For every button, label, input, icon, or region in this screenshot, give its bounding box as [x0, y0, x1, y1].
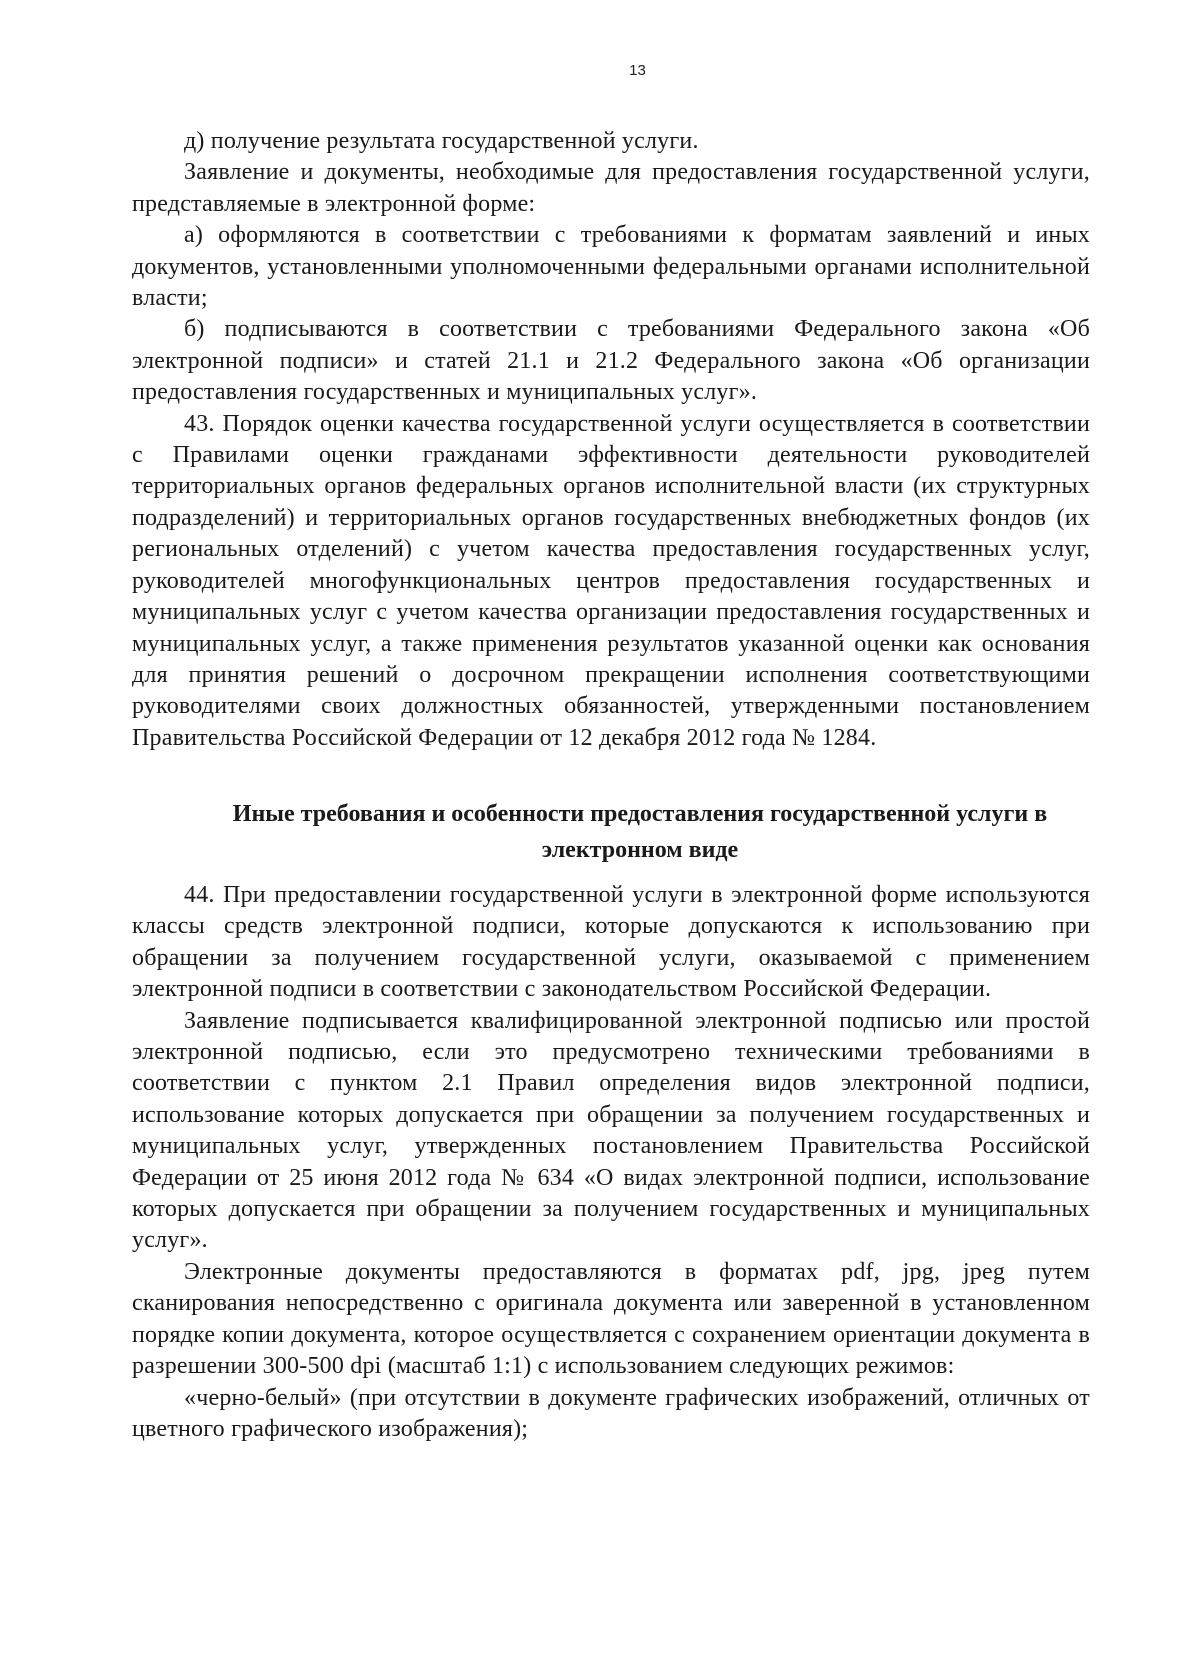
paragraph-43: 43. Порядок оценки качества государственной услуги осуществляется в соответствии с Правилами оценки гражданами эффективности деятельности руководителей территориальных органов федеральных органов исполнительной власти (их структурных подразделений) и территориальных органов государственных внебюджетных фондов (их региональных отделений) с учетом качества предоставления государственных услуг, руководителей многофункциональных центров предоставления государственных и муниципальных услуг с учетом качества организации предоставления государственных и муниципальных услуг, а также применения результатов указанной оценки как основания для принятия решений о досрочном прекращении исполнения соответствующими руководителями своих должностных обязанностей, утвержденными постановлением Правительства Российской Федерации от 12 декабря 2012 года № 1284. — [132, 410, 1090, 751]
paragraph-item-b: б) подписываются в соответствии с требованиями Федерального закона «Об электронной подписи» и статей 21.1 и 21.2 Федерального закона «Об организации предоставления государственных и муниципальных услуг». — [132, 316, 1090, 406]
paragraph-item-d: д) получение результата государственной услуги. — [184, 128, 699, 154]
paragraph-44: 44. При предоставлении государственной услуги в электронной форме используются классы средств электронной подписи, которые допускаются к использованию при обращении за получением государственной услуги, оказываемой с применением электронной подписи в соответствии с законодательством Российской Федерации. — [132, 882, 1090, 1003]
body-text-top — [132, 126, 1090, 754]
paragraph-signature: Заявление подписывается квалифицированной электронной подписью или простой электронной подписью, если это предусмотрено техническими требованиями в соответствии с пунктом 2.1 Правил определения видов электронной подписи, использование которых допускается при обращении за получением государственных и муниципальных услуг, утвержденных постановлением Правительства Российской Федерации от 25 июня 2012 года № 634 «О видах электронной подписи, использование которых допускается при обращении за получением государственных и муниципальных услуг». — [132, 1007, 1090, 1254]
section-heading: Иные требования и особенности предоставления государственной услуги в электронном виде — [232, 801, 1048, 863]
body-text-bottom — [132, 880, 1090, 1445]
paragraph-black-white: «черно-белый» (при отсутствии в документе графических изображений, отличных от цветного графического изображения); — [132, 1384, 1090, 1442]
page-number: 13 — [629, 62, 646, 79]
paragraph-electronic-form: Заявление и документы, необходимые для предоставления государственной услуги, представляемые в электронной форме: — [132, 159, 1090, 217]
paragraph-item-a: а) оформляются в соответствии с требованиями к форматам заявлений и иных документов, установленными уполномоченными федеральными органами исполнительной власти; — [132, 222, 1090, 312]
paragraph-formats: Электронные документы предоставляются в форматах pdf, jpg, jpeg путем сканирования непосредственно с оригинала документа или заверенной в установленном порядке копии документа, которое осуществляется с сохранением ориентации документа в разрешении 300-500 dpi (масштаб 1:1) с использованием следующих режимов: — [132, 1258, 1090, 1380]
